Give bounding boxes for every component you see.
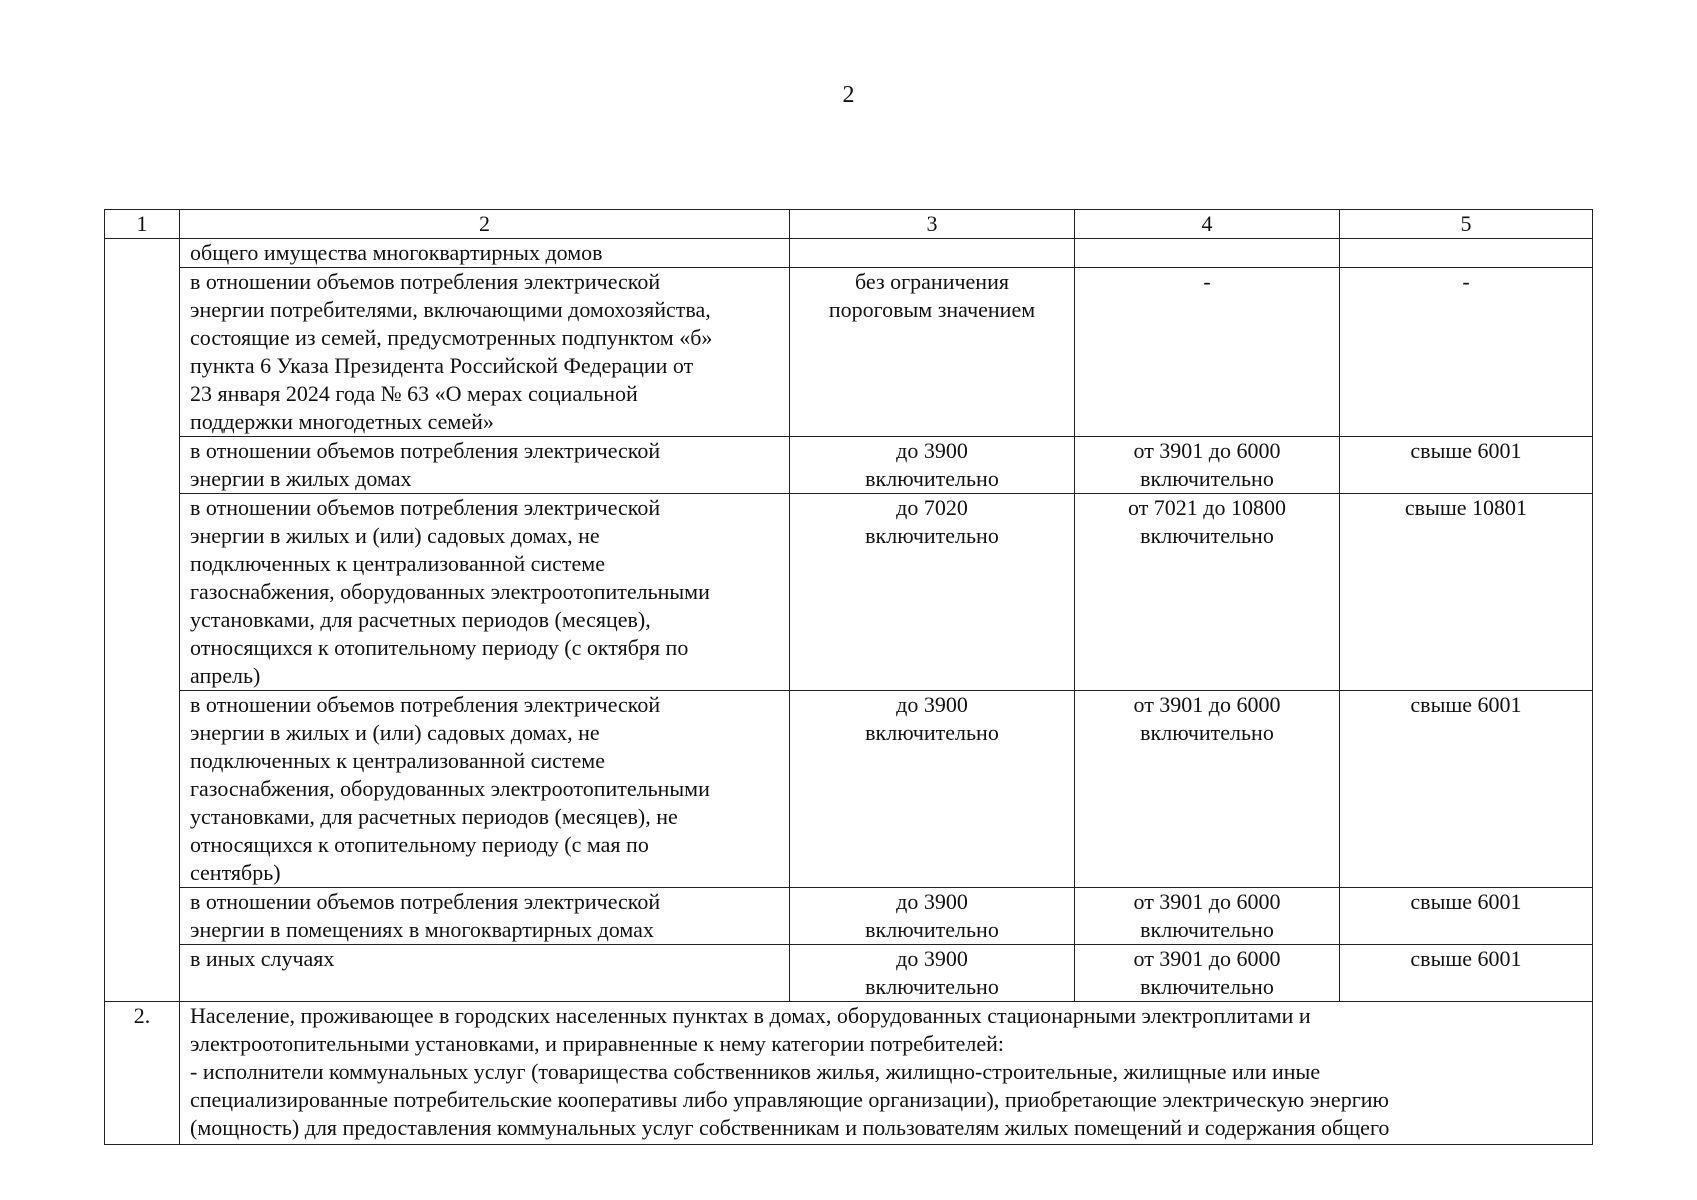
- cell-text-line: включительно: [865, 523, 999, 548]
- cell-text-line: установками, для расчетных периодов (месяцев),: [190, 607, 651, 632]
- row-number-cell: [105, 945, 180, 1002]
- cell-text-line: 23 января 2024 года № 63 «О мерах социальной: [190, 381, 638, 406]
- cell-text-line: до 3900: [896, 889, 968, 914]
- cell-text-line: газоснабжения, оборудованных электроотопительными: [190, 776, 710, 801]
- cell-text-line: (мощность) для предоставления коммунальных услуг собственникам и пользователям жилых помещений и содержания общего: [190, 1115, 1390, 1140]
- range-1-cell: [790, 437, 1075, 494]
- cell-text-line: от 7021 до 10800: [1127, 495, 1287, 520]
- row-number-cell: [105, 494, 180, 691]
- row-number-cell: [105, 268, 180, 437]
- cell-text-line: включительно: [1140, 974, 1274, 999]
- cell-text-line: включительно: [865, 917, 999, 942]
- cell-text-line: в отношении объемов потребления электрической: [190, 438, 661, 463]
- consumer-category-cell: [180, 239, 790, 268]
- cell-text-line: от 3901 до 6000: [1133, 438, 1281, 463]
- cell-text-line: -: [1203, 269, 1211, 294]
- cell-text-line: от 3901 до 6000: [1133, 889, 1281, 914]
- range-1-cell: [790, 691, 1075, 888]
- cell-text-line: в отношении объемов потребления электрической: [190, 495, 661, 520]
- cell-text-line: состоящие из семей, предусмотренных подпунктом «б»: [190, 325, 713, 350]
- cell-text-line: включительно: [1140, 466, 1274, 491]
- range-2-cell: [1075, 239, 1340, 268]
- cell-text-line: относящихся к отопительному периоду (с мая по: [190, 832, 649, 857]
- cell-text-line: поддержки многодетных семей»: [190, 409, 494, 434]
- range-1-cell: [790, 268, 1075, 437]
- header-col-4: 4: [1075, 210, 1340, 239]
- cell-text-line: энергии потребителями, включающими домохозяйства,: [190, 297, 711, 322]
- cell-text-line: включительно: [1140, 917, 1274, 942]
- cell-text-line: до 3900: [896, 692, 968, 717]
- cell-text-line: Население, проживающее в городских населенных пунктах в домах, оборудованных стационарными электроплитами и: [190, 1003, 1311, 1028]
- cell-text-line: в иных случаях: [190, 946, 335, 971]
- cell-text-line: без ограничения: [855, 269, 1009, 294]
- range-3-cell: [1340, 437, 1593, 494]
- consumer-category-cell: [180, 268, 790, 437]
- cell-text-line: в отношении объемов потребления электрической: [190, 269, 661, 294]
- range-1-cell: [790, 888, 1075, 945]
- range-3-cell: [1340, 268, 1593, 437]
- cell-text-line: энергии в жилых домах: [190, 466, 412, 491]
- tariff-table: [104, 209, 1593, 1145]
- consumer-category-cell: [180, 888, 790, 945]
- range-1-cell: [790, 239, 1075, 268]
- cell-text-line: подключенных к централизованной системе: [190, 748, 605, 773]
- consumer-category-cell: [180, 494, 790, 691]
- cell-text-line: от 3901 до 6000: [1133, 946, 1281, 971]
- header-col-3: 3: [790, 210, 1075, 239]
- range-2-cell: [1075, 494, 1340, 691]
- cell-text-line: от 3901 до 6000: [1133, 692, 1281, 717]
- table-row: [105, 268, 1593, 437]
- page-number: 2: [842, 82, 855, 108]
- range-2-cell: [1075, 888, 1340, 945]
- cell-text-line: электроотопительными установками, и приравненные к нему категории потребителей:: [190, 1031, 1004, 1056]
- cell-text-line: пункта 6 Указа Президента Российской Федерации от: [190, 353, 694, 378]
- cell-text-line: включительно: [865, 720, 999, 745]
- range-3-cell: [1340, 888, 1593, 945]
- row-number-cell: [105, 691, 180, 888]
- cell-text-line: свыше 6001: [1410, 438, 1522, 463]
- cell-text-line: включительно: [1140, 720, 1274, 745]
- range-2-cell: [1075, 437, 1340, 494]
- consumer-category-cell: [180, 945, 790, 1002]
- range-3-cell: [1340, 239, 1593, 268]
- cell-text-line: в отношении объемов потребления электрической: [190, 692, 661, 717]
- section-description-cell: [180, 1002, 1593, 1145]
- section-number-cell: 2.: [105, 1002, 180, 1145]
- row-number-cell: [105, 239, 180, 268]
- cell-text-line: энергии в жилых и (или) садовых домах, не: [190, 720, 600, 745]
- row-number-cell: [105, 437, 180, 494]
- cell-text-line: энергии в помещениях в многоквартирных домах: [190, 917, 654, 942]
- cell-text-line: включительно: [865, 974, 999, 999]
- cell-text-line: до 3900: [896, 438, 968, 463]
- cell-text-line: до 3900: [896, 946, 968, 971]
- table-row: [105, 437, 1593, 494]
- cell-text-line: сентябрь): [190, 860, 281, 885]
- cell-text-line: до 7020: [896, 495, 968, 520]
- range-2-cell: [1075, 268, 1340, 437]
- consumer-category-cell: [180, 437, 790, 494]
- header-col-5: 5: [1340, 210, 1593, 239]
- range-1-cell: [790, 945, 1075, 1002]
- range-3-cell: [1340, 691, 1593, 888]
- table-row: [105, 888, 1593, 945]
- cell-text-line: апрель): [190, 663, 261, 688]
- cell-text-line: специализированные потребительские кооперативы либо управляющие организации), приобретающие электрическую энергию: [190, 1087, 1389, 1112]
- cell-text-line: в отношении объемов потребления электрической: [190, 889, 661, 914]
- cell-text-line: - исполнители коммунальных услуг (товарищества собственников жилья, жилищно-строительные, жилищные или иные: [190, 1059, 1321, 1084]
- range-3-cell: [1340, 494, 1593, 691]
- range-3-cell: [1340, 945, 1593, 1002]
- cell-text-line: установками, для расчетных периодов (месяцев), не: [190, 804, 678, 829]
- cell-text-line: свыше 10801: [1404, 495, 1528, 520]
- table-row: [105, 691, 1593, 888]
- range-1-cell: [790, 494, 1075, 691]
- range-2-cell: [1075, 691, 1340, 888]
- table-row: [105, 239, 1593, 268]
- row-number-cell: [105, 888, 180, 945]
- header-col-2: 2: [180, 210, 790, 239]
- cell-text-line: свыше 6001: [1410, 889, 1522, 914]
- cell-text-line: энергии в жилых и (или) садовых домах, не: [190, 523, 600, 548]
- range-2-cell: [1075, 945, 1340, 1002]
- table-header-row: [105, 210, 1593, 239]
- cell-text-line: -: [1462, 269, 1470, 294]
- cell-text-line: свыше 6001: [1410, 946, 1522, 971]
- cell-text-line: включительно: [865, 466, 999, 491]
- cell-text-line: подключенных к централизованной системе: [190, 551, 605, 576]
- table-row: [105, 494, 1593, 691]
- cell-text-line: относящихся к отопительному периоду (с октября по: [190, 635, 689, 660]
- cell-text-line: общего имущества многоквартирных домов: [190, 240, 603, 265]
- cell-text-line: пороговым значением: [828, 297, 1036, 322]
- table-row-section-2: [105, 1002, 1593, 1145]
- header-col-1: 1: [105, 210, 180, 239]
- table-row: [105, 945, 1593, 1002]
- consumer-category-cell: [180, 691, 790, 888]
- cell-text-line: включительно: [1140, 523, 1274, 548]
- cell-text-line: свыше 6001: [1410, 692, 1522, 717]
- cell-text-line: газоснабжения, оборудованных электроотопительными: [190, 579, 710, 604]
